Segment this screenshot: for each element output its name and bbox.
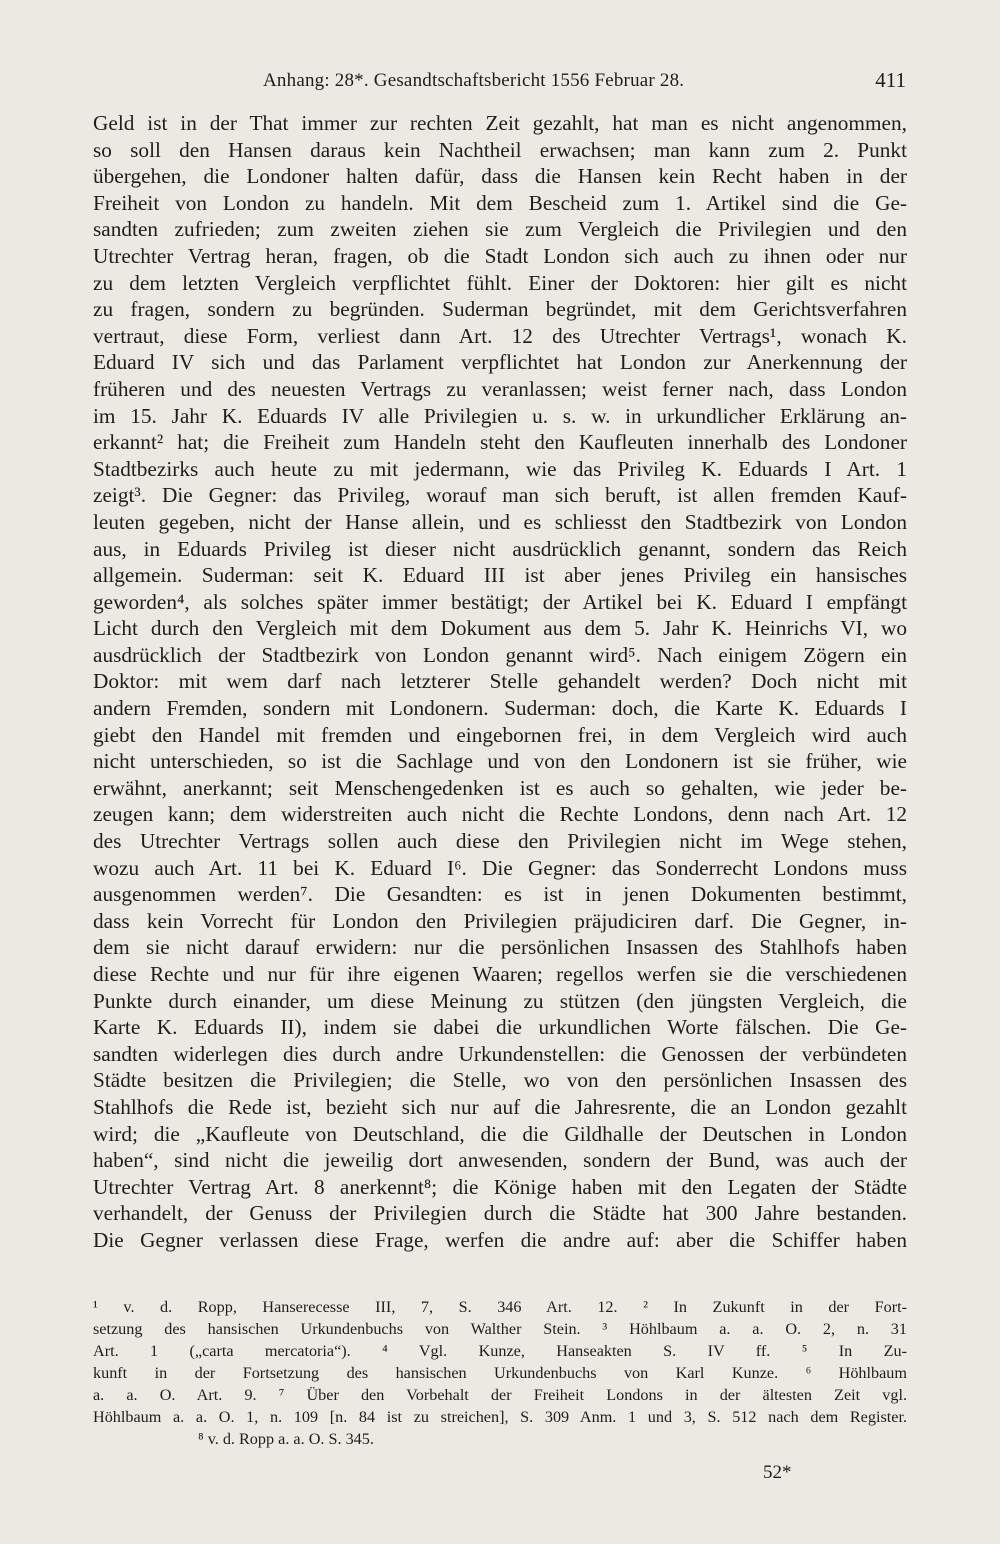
body-line: ausdrücklich der Stadtbezirk von London genannt wird⁵. Nach einigem Zögern ein — [93, 642, 907, 667]
body-line: Stahlhofs die Rede ist, bezieht sich nur auf die Jahresrente, die an London gezahlt — [93, 1094, 907, 1119]
body-line: übergehen, die Londoner halten dafür, dass die Hansen kein Recht haben in der — [93, 164, 907, 189]
footnote-line: setzung des hansischen Urkundenbuchs von Walther Stein. ³ Höhlbaum a. a. O. 2, n. 31 — [93, 1320, 907, 1338]
body-line: Geld ist in der That immer zur rechten Zeit gezahlt, hat man es nicht angenommen, — [93, 111, 907, 135]
body-line: nicht unterschieden, so ist die Sachlage und von den Londonern ist sie früher, wie — [93, 749, 907, 774]
body-line: sandten zufrieden; zum zweiten ziehen sie zum Vergleich die Privilegien und den — [93, 217, 907, 242]
body-line: diese Rechte und nur für ihre eigenen Waaren; regellos werfen sie die verschiedenen — [93, 962, 907, 986]
footnote-line: Art. 1 („carta mercatoria“). ⁴ Vgl. Kunze, Hanseakten S. IV ff. ⁵ In Zu- — [93, 1342, 907, 1360]
body-line: zu fragen, sondern zu begründen. Suderman begründet, mit dem Gerichtsverfahren — [93, 297, 907, 322]
signature-mark: 52* — [763, 1462, 792, 1483]
body-line: Doktor: mit wem darf nach letzterer Stelle gehandelt werden? Doch nicht mit — [93, 669, 907, 694]
body-line: wird; die „Kaufleute von Deutschland, die die Gildhalle der Deutschen in London — [93, 1121, 907, 1146]
body-line: früheren und des neuesten Vertrags zu veranlassen; weist ferner nach, dass London — [93, 376, 907, 401]
body-line: dass kein Vorrecht für London den Privilegien präjudiciren darf. Die Gegner, in- — [93, 908, 907, 933]
footnotes — [93, 1296, 907, 1450]
body-line: so soll den Hansen daraus kein Nachtheil erwachsen; man kann zum 2. Punkt — [93, 137, 907, 162]
body-line: zeugen kann; dem widerstreiten auch nicht die Rechte Londons, denn nach Art. 12 — [93, 802, 907, 827]
body-line: Punkte durch einander, um diese Meinung zu stützen (den jüngsten Vergleich, die — [93, 988, 907, 1013]
body-line: aus, in Eduards Privileg ist dieser nicht ausdrücklich genannt, sondern das Reich — [93, 536, 907, 561]
body-line: wozu auch Art. 11 bei K. Eduard I⁶. Die Gegner: das Sonderrecht Londons muss — [93, 855, 907, 880]
body-line: andern Fremden, sondern mit Londonern. Suderman: doch, die Karte K. Eduards I — [93, 696, 907, 721]
body-line: des Utrechter Vertrags sollen auch diese den Privilegien nicht im Wege stehen, — [93, 829, 907, 854]
body-line: erwähnt, anerkannt; seit Menschengedenken ist es auch so gehalten, wie jeder be- — [93, 775, 907, 800]
body-line: Die Gegner verlassen diese Frage, werfen die andre auf: aber die Schiffer haben — [93, 1227, 907, 1252]
body-line: geworden⁴, als solches später immer bestätigt; der Artikel bei K. Eduard I empfängt — [93, 589, 907, 614]
body-line: allgemein. Suderman: seit K. Eduard III ist aber jenes Privileg ein hansisches — [93, 563, 907, 588]
body-line: vertraut, diese Form, verliest dann Art. 12 des Utrechter Vertrags¹, wonach K. — [93, 323, 907, 348]
body-line: Karte K. Eduards II), indem sie dabei die urkundlichen Worte fälschen. Die Ge- — [93, 1015, 907, 1040]
body-line: leuten gegeben, nicht der Hanse allein, und es schliesst den Stadtbezirk von London — [93, 509, 907, 534]
body-line: ausgenommen werden⁷. Die Gesandten: es ist in jenen Dokumenten bestimmt, — [93, 882, 907, 907]
footnote-line: Höhlbaum a. a. O. 1, n. 109 [n. 84 ist zu streichen], S. 309 Anm. 1 und 3, S. 512 nach dem Register. — [93, 1408, 907, 1426]
running-head: Anhang: 28*. Gesandtschaftsbericht 1556 Februar 28. — [263, 70, 685, 91]
body-line: sandten widerlegen dies durch andre Urkundenstellen: die Genossen der verbündeten — [93, 1041, 907, 1066]
body-line: Utrechter Vertrag heran, fragen, ob die Stadt London sich auch zu ihnen oder nur — [93, 243, 907, 268]
footnote-line: ¹ v. d. Ropp, Hanserecesse III, 7, S. 346 Art. 12. ² In Zukunft in der Fort- — [93, 1298, 907, 1316]
body-line: Eduard IV sich und das Parlament verpflichtet hat London zur Anerkennung der — [93, 350, 907, 375]
body-line: Stadtbezirks auch heute zu mit jedermann, wie das Privileg K. Eduards I Art. 1 — [93, 456, 907, 481]
body-line: dem sie nicht darauf erwidern: nur die persönlichen Insassen des Stahlhofs haben — [93, 935, 907, 960]
body-line: erkannt² hat; die Freiheit zum Handeln steht den Kaufleuten innerhalb des Londoner — [93, 430, 907, 455]
body-line: Utrechter Vertrag Art. 8 anerkennt⁸; die Könige haben mit den Legaten der Städte — [93, 1174, 907, 1199]
footnote-line: kunft in der Fortsetzung des hansischen Urkundenbuchs von Karl Kunze. ⁶ Höhlbaum — [93, 1364, 907, 1382]
page-number: 411 — [875, 68, 906, 92]
body-line: verhandelt, der Genuss der Privilegien durch die Städte hat 300 Jahre bestanden. — [93, 1201, 907, 1226]
footnote-line: a. a. O. Art. 9. ⁷ Über den Vorbehalt der Freiheit Londons in der ältesten Zeit vgl. — [93, 1386, 907, 1404]
page-header — [93, 66, 906, 100]
body-line: haben“, sind nicht die jeweilig dort anwesenden, sondern der Bund, was auch der — [93, 1148, 907, 1173]
body-line: Städte besitzen die Privilegien; die Stelle, wo von den persönlichen Insassen des — [93, 1068, 907, 1093]
body-text — [93, 110, 907, 1254]
body-line: Freiheit von London zu handeln. Mit dem Bescheid zum 1. Artikel sind die Ge- — [93, 190, 907, 215]
body-line: zeigt³. Die Gegner: das Privileg, worauf man sich beruft, ist allen fremden Kauf- — [93, 483, 907, 508]
body-line: giebt den Handel mit fremden und eingebornen frei, in dem Vergleich wird auch — [93, 722, 907, 747]
body-line: im 15. Jahr K. Eduards IV alle Privilegien u. s. w. in urkundlicher Erklärung an- — [93, 403, 907, 428]
footnote-line: ⁸ v. d. Ropp a. a. O. S. 345. — [198, 1430, 374, 1448]
body-line: zu dem letzten Vergleich verpflichtet fühlt. Einer der Doktoren: hier gilt es nicht — [93, 270, 907, 295]
body-line: Licht durch den Vergleich mit dem Dokument aus dem 5. Jahr K. Heinrichs VI, wo — [93, 616, 907, 641]
